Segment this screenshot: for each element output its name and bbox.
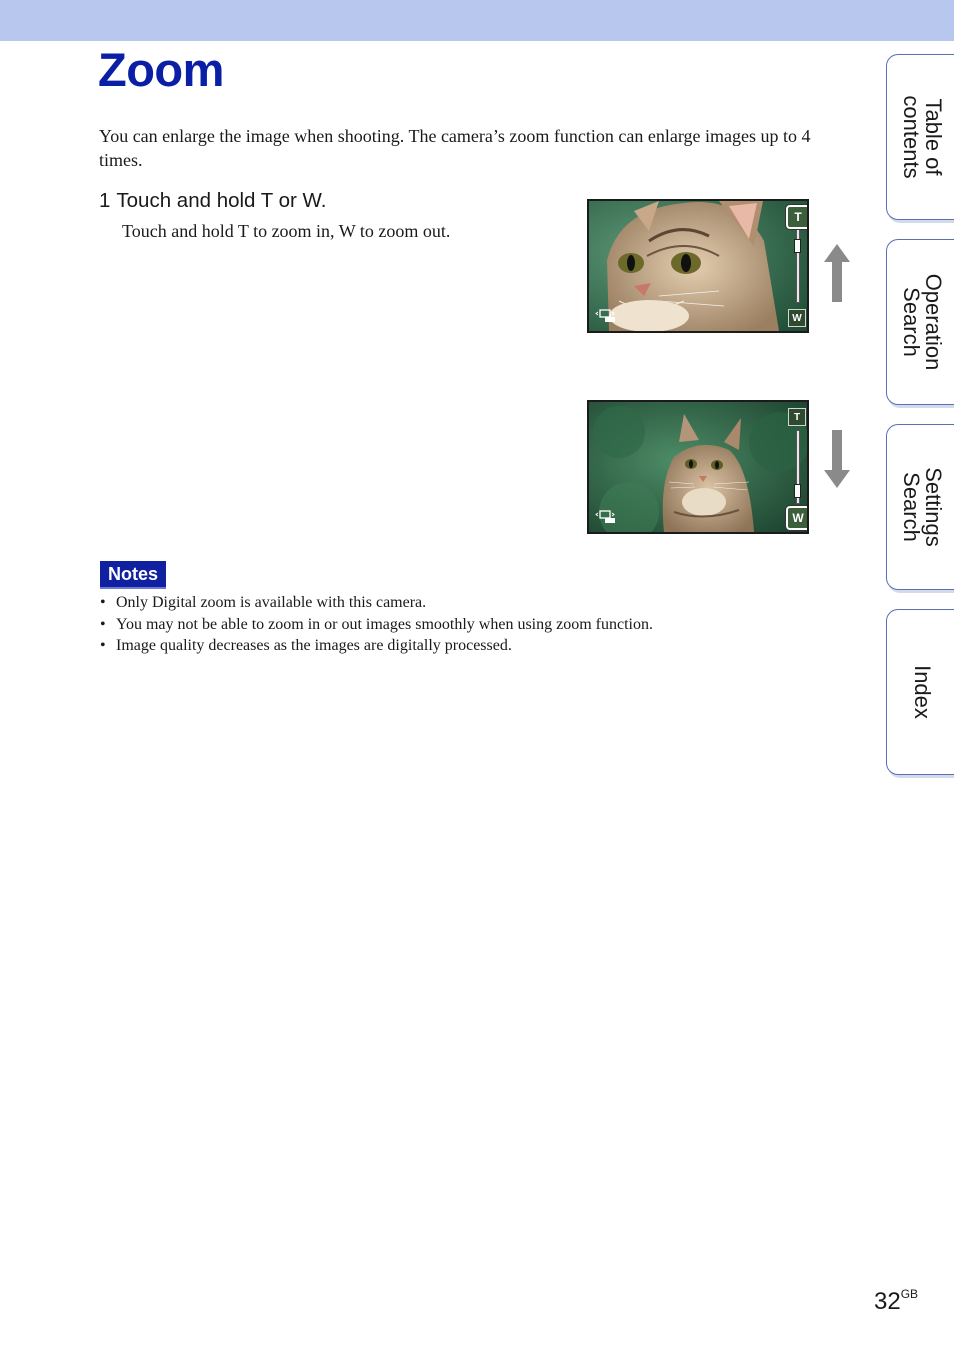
step-heading-text: Touch and hold T or W. bbox=[116, 189, 327, 212]
zoom-out-screen bbox=[587, 400, 809, 534]
steadyshot-icon bbox=[595, 307, 617, 323]
step-number: 1 bbox=[99, 189, 111, 212]
zoom-w-button[interactable]: W bbox=[786, 506, 809, 530]
tab-label: Index bbox=[909, 665, 935, 719]
intro-paragraph: You can enlarge the image when shooting. The camera’s zoom function can enlarge images up to 4 times. bbox=[99, 126, 811, 170]
zoomed-in-cat-image bbox=[589, 201, 807, 331]
zoom-in-screen bbox=[587, 199, 809, 333]
tab-operation-search[interactable] bbox=[886, 239, 954, 405]
tab-label: Table of contents bbox=[898, 95, 946, 179]
zoom-t-button[interactable]: T bbox=[786, 205, 809, 229]
zoom-slider-thumb[interactable] bbox=[794, 239, 801, 253]
note-item: • You may not be able to zoom in or out images smoothly when using zoom function. bbox=[99, 614, 653, 636]
notes-badge: Notes bbox=[100, 561, 166, 589]
page-title: Zoom bbox=[98, 43, 224, 96]
down-arrow-icon bbox=[820, 428, 854, 490]
tab-label: Settings Search bbox=[898, 467, 946, 547]
zoomed-out-cat-image bbox=[589, 402, 807, 532]
note-item: • Only Digital zoom is available with this camera. bbox=[99, 592, 653, 614]
note-item: • Image quality decreases as the images are digitally processed. bbox=[99, 635, 653, 657]
zoom-t-button[interactable]: T bbox=[788, 408, 806, 426]
tab-settings-search[interactable] bbox=[886, 424, 954, 590]
zoom-slider-thumb[interactable] bbox=[794, 484, 801, 498]
page-number-suffix: GB bbox=[900, 1287, 919, 1301]
step-description: Touch and hold T to zoom in, W to zoom out. bbox=[122, 221, 451, 241]
page-number bbox=[874, 1287, 918, 1316]
tab-index[interactable] bbox=[886, 609, 954, 775]
tab-label: Operation Search bbox=[898, 273, 946, 371]
steadyshot-icon bbox=[595, 508, 617, 524]
zoom-w-button[interactable]: W bbox=[788, 309, 806, 327]
notes-list bbox=[99, 592, 653, 657]
header-band bbox=[0, 0, 954, 41]
step-heading bbox=[99, 189, 326, 213]
up-arrow-icon bbox=[820, 242, 854, 304]
tab-table-of-contents[interactable] bbox=[886, 54, 954, 220]
page-number-value: 32 bbox=[874, 1288, 901, 1315]
